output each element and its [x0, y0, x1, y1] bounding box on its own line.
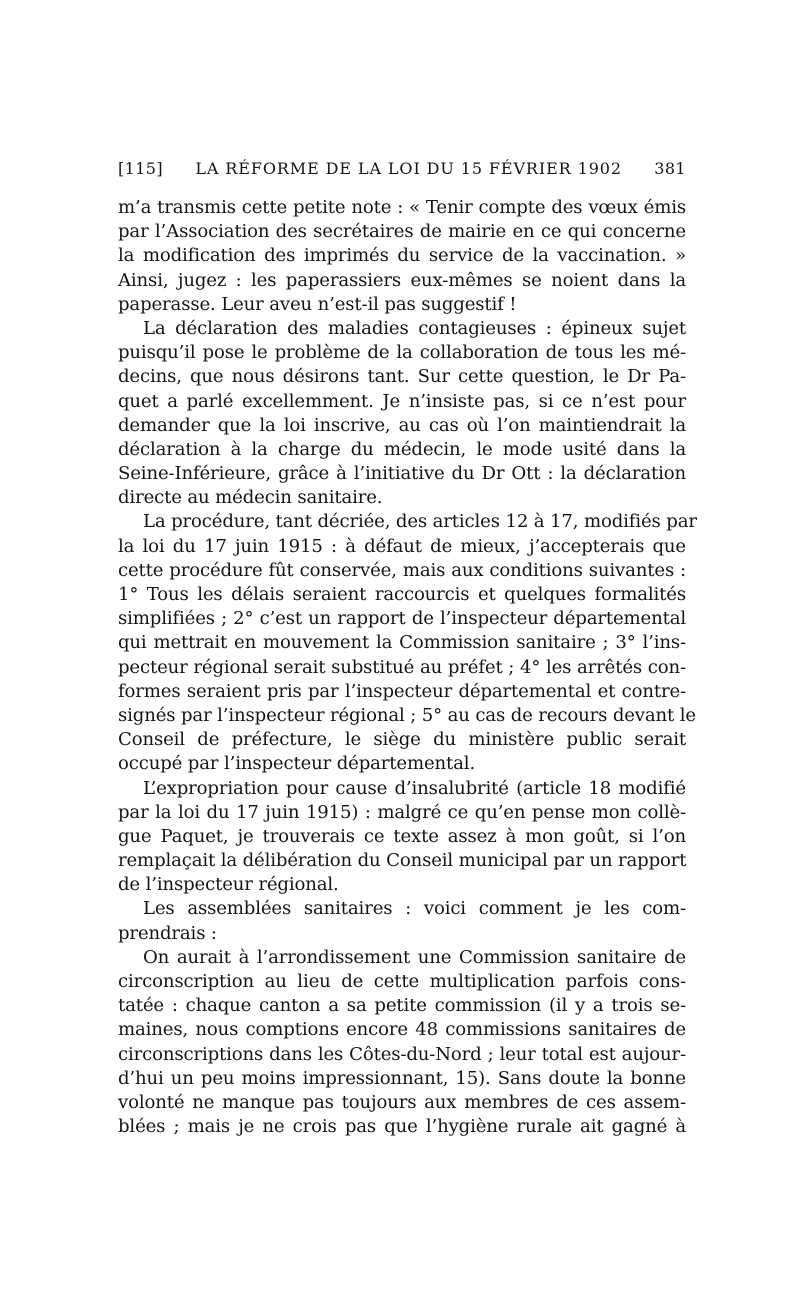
text-line: demander que la loi inscrive, au cas où l’on maintiendrait la	[118, 414, 686, 436]
text-line: Ainsi, jugez : les paperassiers eux-mêmes se noient dans la	[118, 269, 686, 291]
text-line: occupé par l’inspecteur départemental.	[118, 753, 476, 775]
text-line: simplifiées ; 2° c’est un rapport de l’inspecteur départemental	[118, 608, 686, 630]
text-line: pecteur régional serait substitué au préfet ; 4° les arrêtés con-	[118, 656, 686, 678]
text-line: blées ; mais je ne crois pas que l’hygiène rurale ait gagné à	[118, 1116, 686, 1138]
text-line: directe au médecin sanitaire.	[118, 487, 383, 509]
text-line: tatée : chaque canton a sa petite commission (il y a trois se-	[118, 995, 686, 1017]
text-line: déclaration à la charge du médecin, le mode usité dans la	[118, 438, 686, 460]
text-line: m’a transmis cette petite note : « Tenir compte des vœux émis	[118, 197, 686, 218]
body-text	[118, 196, 697, 1139]
text-line: la loi du 17 juin 1915 : à défaut de mieux, j’accepterais que	[118, 535, 686, 557]
text-line: Les assemblées sanitaires : voici comment je les com-	[143, 898, 686, 920]
text-line: L’expropriation pour cause d’insalubrité (article 18 modifié	[143, 777, 686, 799]
text-line: Seine-Inférieure, grâce à l’initiative du Dr Ott : la déclaration	[118, 463, 686, 485]
section-number: [115]	[118, 159, 164, 178]
text-line: d’hui un peu moins impressionnant, 15). Sans doute la bonne	[118, 1067, 686, 1089]
text-line: gue Paquet, je trouverais ce texte assez à mon goût, si l’on	[118, 825, 686, 847]
text-line: La procédure, tant décriée, des articles 12 à 17, modifiés par	[143, 511, 697, 533]
text-line: prendrais :	[118, 922, 217, 944]
text-line: formes seraient pris par l’inspecteur départemental et contre-	[118, 680, 686, 702]
text-line: maines, nous comptions encore 48 commissions sanitaires de	[118, 1019, 686, 1041]
text-line: volonté ne manque pas toujours aux membres de ces assem-	[118, 1091, 686, 1113]
text-line: La déclaration des maladies contagieuses : épineux sujet	[143, 317, 686, 339]
text-line: 1° Tous les délais seraient raccourcis et quelques formalités	[118, 584, 686, 605]
text-line: Conseil de préfecture, le siège du ministère public serait	[118, 729, 686, 751]
text-line: signés par l’inspecteur régional ; 5° au cas de recours devant le	[118, 704, 696, 726]
text-line: circonscriptions dans les Côtes-du-Nord ; leur total est aujour-	[118, 1043, 686, 1065]
text-line: remplaçait la délibération du Conseil municipal par un rapport	[118, 850, 687, 872]
text-line: par l’Association des secrétaires de mairie en ce qui concerne	[118, 221, 686, 243]
running-title: LA RÉFORME DE LA LOI DU 15 FÉVRIER 1902	[195, 159, 622, 178]
running-head	[118, 159, 686, 183]
text-line: paperasse. Leur aveu n’est-il pas suggestif !	[118, 293, 517, 315]
text-line: decins, que nous désirons tant. Sur cette question, le Dr Pa-	[118, 366, 686, 388]
text-line: cette procédure fût conservée, mais aux conditions suivantes :	[118, 559, 686, 581]
text-line: quet a parlé excellemment. Je n’insiste pas, si ce n’est pour	[118, 390, 686, 412]
text-line: la modification des imprimés du service de la vaccination. »	[118, 245, 686, 267]
text-line: On aurait à l’arrondissement une Commission sanitaire de	[143, 946, 686, 968]
text-line: qui mettrait en mouvement la Commission sanitaire ; 3° l’ins-	[118, 632, 686, 654]
page-number: 381	[654, 159, 686, 178]
text-line: puisqu’il pose le problème de la collaboration de tous les mé-	[118, 342, 686, 364]
text-line: circonscription au lieu de cette multiplication parfois cons-	[118, 971, 686, 992]
text-line: par la loi du 17 juin 1915) : malgré ce qu’en pense mon collè-	[118, 801, 686, 823]
text-line: de l’inspecteur régional.	[118, 874, 339, 896]
